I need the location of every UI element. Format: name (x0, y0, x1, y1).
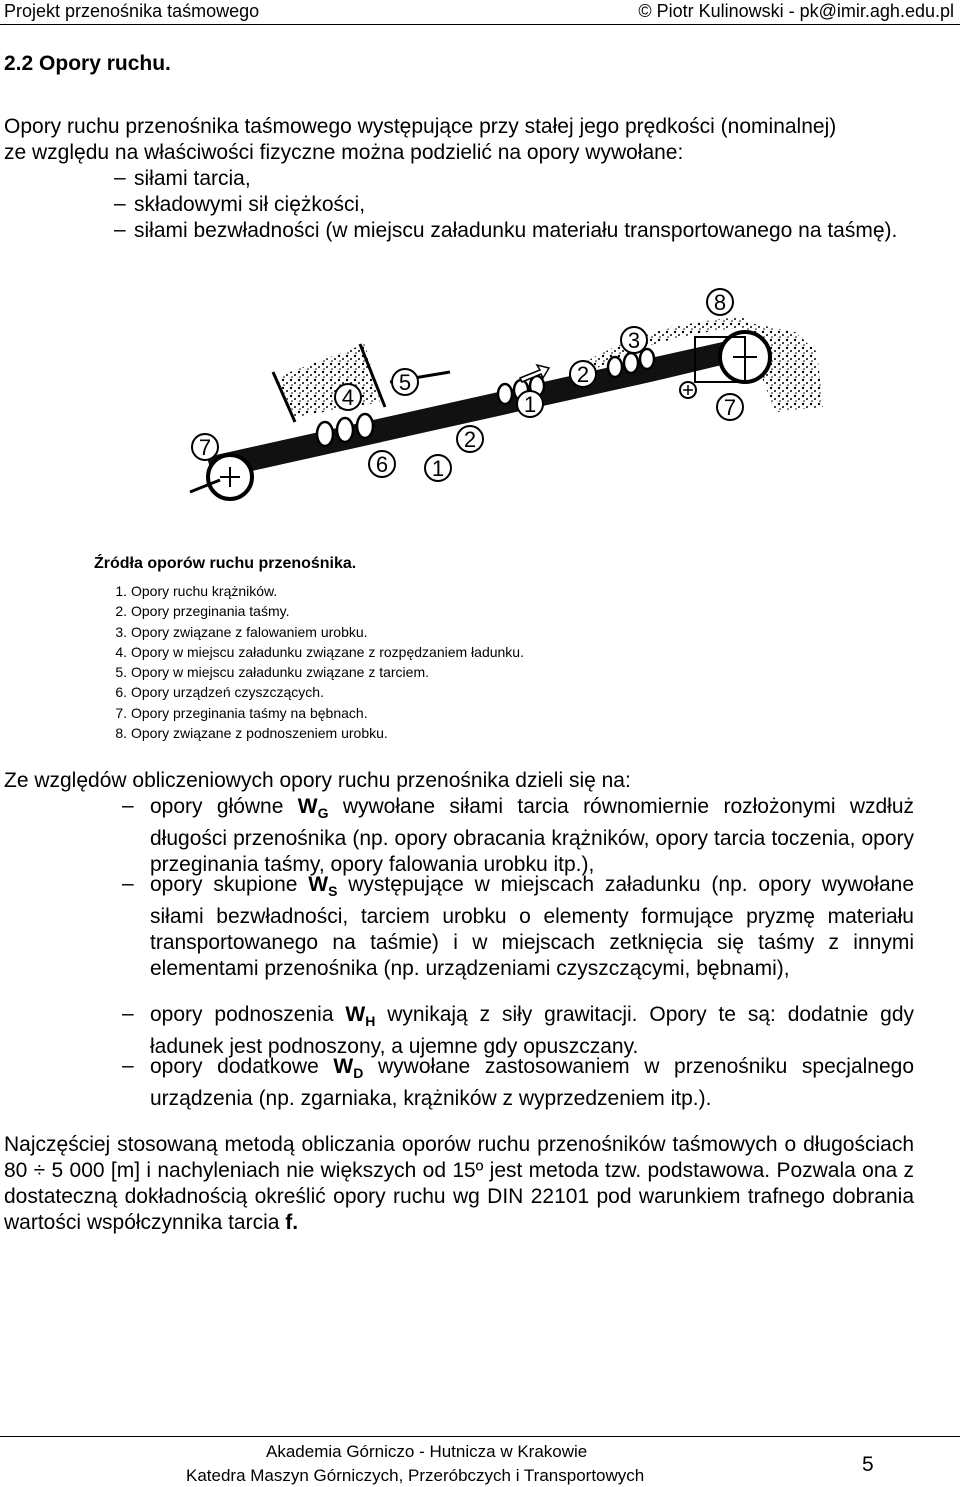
svg-text:6: 6 (375, 452, 389, 477)
footer-divider (0, 1436, 960, 1437)
bullet-dash: – (122, 1002, 134, 1025)
legend-item: 8. Opory związane z podnoszeniem urobku. (115, 725, 388, 742)
page-number: 5 (862, 1453, 874, 1476)
bullet-dash: – (114, 192, 126, 215)
bullet-dash: – (122, 872, 134, 895)
snub-pulley (680, 382, 696, 398)
intro-bullet-1: siłami tarcia, (134, 167, 251, 190)
figure-caption-title: Źródła oporów ruchu przenośnika. (94, 555, 357, 572)
label-1-upper (517, 391, 543, 417)
header-title: Projekt przenośnika taśmowego (4, 1, 260, 21)
header-author: © Piotr Kulinowski - pk@imir.agh.edu.pl (638, 1, 954, 21)
label-5 (392, 369, 418, 395)
label-7-right (717, 394, 743, 420)
calc-item-main: opory główne $W_G$ wywołane siłami tarcia równomiernie rozłożonymi wzdłuż długości przenośnika (np. opory obracania krążników, opory tarcia toczenia, opory przeginania taśmy, opory falowania urobku itp.), (150, 795, 915, 877)
svg-text:5: 5 (398, 370, 412, 395)
calc-intro: Ze względów obliczeniowych opory ruchu przenośnika dzieli się na: (4, 769, 631, 792)
svg-text:7: 7 (723, 395, 737, 420)
footer-department: Katedra Maszyn Górniczych, Przeróbczych i Transportowych (186, 1466, 645, 1485)
label-4 (335, 384, 361, 410)
svg-text:1: 1 (523, 392, 537, 417)
svg-text:3: 3 (627, 328, 641, 353)
calc-item-lifting: opory podnoszenia $W_H$ wynikają z siły grawitacji. Opory te są: dodatnie gdy ładunek jest podnoszony, a ujemne gdy opuszczany. (150, 1003, 914, 1059)
legend-item: 3. Opory związane z falowaniem urobku. (115, 623, 368, 640)
svg-text:8: 8 (713, 290, 727, 315)
intro-bullet-2: składowymi sił ciężkości, (134, 193, 366, 216)
legend-item: 1. Opory ruchu krążników. (115, 583, 278, 599)
label-6 (369, 451, 395, 477)
footer-university: Akademia Górniczo - Hutnicza w Krakowie (266, 1442, 588, 1461)
legend-item: 7. Opory przeginania taśmy na bębnach. (115, 704, 368, 721)
svg-text:7: 7 (198, 435, 212, 460)
calc-item-additional: opory dodatkowe $W_D$ wywołane zastosowaniem w przenośniku specjalnego urządzenia (np. zgarniaka, krążników z wyprzedzeniem itp.). (150, 1055, 915, 1111)
legend-item: 2. Opory przeginania taśmy. (115, 603, 290, 620)
label-8 (707, 289, 733, 315)
legend-item: 6. Opory urządzeń czyszczących. (115, 684, 324, 701)
label-3 (621, 327, 647, 353)
label-7-left (192, 434, 218, 460)
svg-text:2: 2 (576, 362, 590, 387)
figure-legend (105, 581, 524, 743)
bullet-dash: – (114, 166, 126, 189)
label-1-lower (425, 455, 451, 481)
legend-item: 5. Opory w miejscu załadunku związane z tarciem. (115, 664, 430, 681)
label-2-lower (457, 426, 483, 452)
svg-text:1: 1 (431, 456, 445, 481)
section-title: 2.2 Opory ruchu. (4, 52, 171, 75)
page-header (0, 0, 960, 25)
bullet-dash: – (122, 794, 134, 817)
bullet-dash: – (114, 218, 126, 241)
label-2-upper (570, 361, 596, 387)
intro-line-2: ze względu na właściwości fizyczne można podzielić na opory wywołane: (4, 141, 684, 164)
calc-item-concentrated: opory skupione $W_S$ występujące w miejscach załadunku (np. opory wywołane siłami bezwładności, tarciem urobku o elementy formujące pryzmę materiału transportowanego na taśmie) i w miejscach zetknięcia się taśmy z innymi elementami przenośnika (np. urządzeniami czyszczącymi, bębnami), (150, 873, 915, 981)
bullet-dash: – (122, 1054, 134, 1077)
intro-line-1: Opory ruchu przenośnika taśmowego występujące przy stałej jego prędkości (nominalnej) (4, 115, 837, 138)
legend-item: 4. Opory w miejscu załadunku związane z rozpędzaniem ładunku. (115, 643, 524, 660)
conveyor-diagram (185, 282, 825, 507)
svg-text:2: 2 (463, 427, 477, 452)
method-paragraph: Najczęściej stosowaną metodą obliczania oporów ruchu przenośników taśmowych o długościach 80 ÷ 5 000 [m] i nachyleniach nie większych od 15º jest metoda tzw. podstawowa. Pozwala ona z dostateczną dokładnością określić opory ruchu wg DIN 22101 pod warunkiem trafnego dobrania wartości współczynnika tarcia f. (4, 1133, 914, 1234)
svg-text:4: 4 (341, 385, 355, 410)
intro-bullet-3: siłami bezwładności (w miejscu załadunku materiału transportowanego na taśmę). (134, 219, 898, 242)
